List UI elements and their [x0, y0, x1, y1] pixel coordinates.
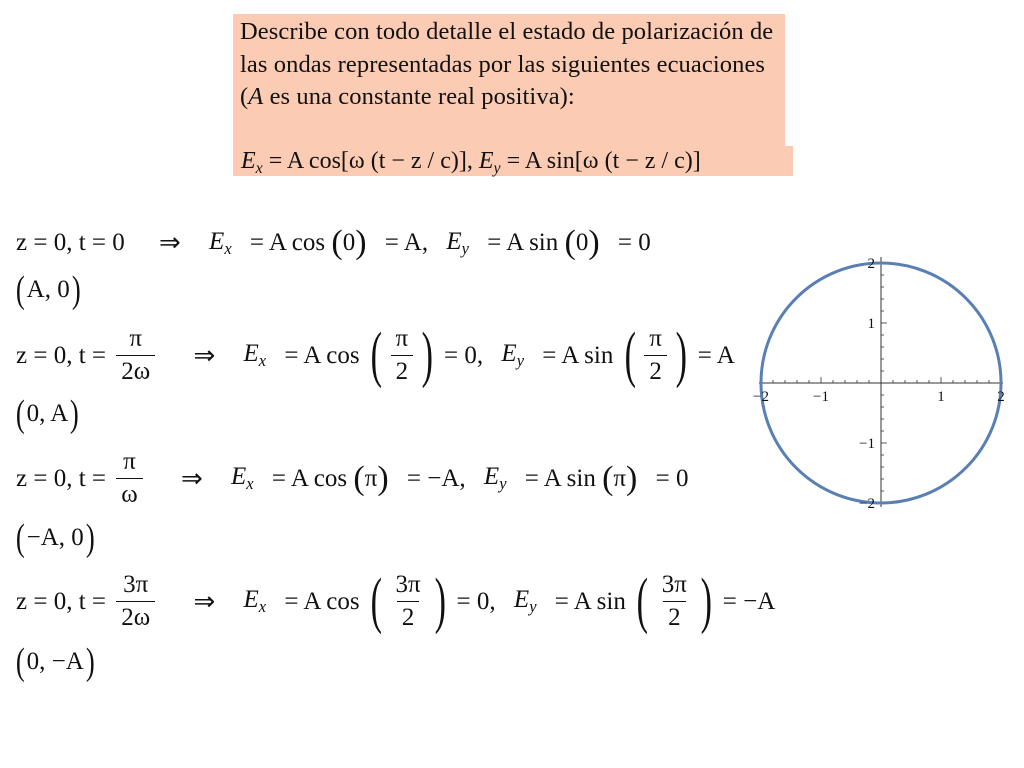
- math-row-3: z = 0, t = $\frac{\pi}{\omega}$ ⇒ $E_x = A$ cos (π) = −A, $E_y = A$ sin (π) = 0: [16, 448, 689, 508]
- row1-ex-arg: 0: [342, 229, 356, 256]
- ey-subscript: y: [516, 350, 525, 370]
- row2-ey-fraction: [644, 325, 667, 386]
- row4-ey-result: = −A: [722, 587, 776, 615]
- row4-ex-num: 3π: [395, 571, 421, 598]
- ey-symbol: E: [501, 340, 517, 368]
- implies-symbol: ⇒: [193, 586, 216, 617]
- ey-subscript: y: [529, 596, 537, 616]
- ex-symbol: E: [241, 148, 256, 174]
- math-row-1: z = 0, t = 0 ⇒ $E_x = A$ cos (0) = A, $E_y = A$ sin (0) = 0: [16, 224, 651, 261]
- statement-part-2: es una constante real positiva):: [263, 83, 575, 110]
- row4-ey-rhs: = A sin: [554, 587, 626, 615]
- statement-part-1: Describe con todo detalle el estado de polarización de las ondas representadas por las siguientes ecuaciones (: [240, 18, 774, 110]
- row1-ey-result: = 0: [617, 229, 651, 256]
- row1-ey-rhs: = A sin: [487, 229, 559, 256]
- row4-ex-den: 2: [397, 601, 420, 632]
- ex-symbol: E: [209, 227, 225, 255]
- y-tick-label: 2: [867, 256, 875, 272]
- ey-subscript: y: [461, 238, 469, 258]
- x-tick-label: 2: [997, 389, 1005, 405]
- math-row-2: z = 0, t = $\frac{\pi}{2\omega}$ ⇒ $E_x = A$ cos ( $\frac{\pi}{2}$ ) = 0, $E_y = A$ sin ( $\frac{\pi}{2}$ ) = A: [16, 321, 735, 389]
- row3-ey-result: = 0: [655, 464, 689, 492]
- row2-ex-fraction: [391, 325, 414, 386]
- x-tick-label: 1: [937, 389, 945, 405]
- ex-equation: = A cos[ω (t − z / c)],: [262, 148, 479, 174]
- row2-ex-num: π: [395, 325, 409, 352]
- math-row-4: z = 0, t = $\frac{3\pi}{2\omega}$ ⇒ $E_x = A$ cos ( $\frac{3\pi}{2}$ ) = 0, $E_y = A$ sin ( $\frac{3\pi}{2}$ ) = −A: [16, 567, 776, 635]
- point-3: (−A, 0): [15, 517, 95, 559]
- row3-ex-result: = −A,: [406, 464, 466, 492]
- ey-symbol: E: [478, 148, 494, 174]
- point-2-value: 0, A: [26, 400, 69, 427]
- row4-ex-rhs: = A cos: [284, 587, 360, 615]
- ex-subscript: x: [258, 596, 267, 616]
- implies-symbol: ⇒: [180, 463, 203, 494]
- row3-t-fraction: [116, 448, 142, 509]
- point-1: (A, 0): [15, 269, 81, 311]
- ey-symbol: E: [513, 586, 530, 614]
- x-tick-label: −2: [753, 389, 769, 405]
- problem-statement-box: [233, 14, 785, 146]
- point-2: (0, A): [15, 393, 80, 435]
- statement-constant-a: A: [248, 83, 264, 110]
- row2-ex-result: = 0,: [444, 341, 484, 369]
- row4-ex-fraction: [391, 571, 426, 632]
- y-tick-label: −1: [859, 436, 875, 452]
- row3-t-num: π: [123, 448, 136, 475]
- polarization-plot-svg: [740, 245, 1020, 525]
- row2-ex-rhs: = A cos: [284, 341, 360, 369]
- row1-ex-result: = A,: [384, 229, 429, 256]
- row2-t-num: π: [129, 325, 143, 352]
- ex-subscript: x: [258, 350, 267, 370]
- row3-ex-rhs: = A cos: [271, 464, 348, 492]
- wave-equations: [241, 146, 701, 184]
- row4-t-num: 3π: [123, 571, 149, 598]
- row2-ex-den: 2: [391, 355, 414, 386]
- problem-statement-text: [240, 16, 780, 114]
- ey-subscript: y: [493, 159, 501, 177]
- x-tick-label: −1: [813, 389, 829, 405]
- row2-ey-den: 2: [644, 355, 667, 386]
- row1-ey-arg: 0: [575, 229, 589, 256]
- row1-ex-rhs: = A cos: [249, 229, 326, 256]
- row3-condition: z = 0, t =: [16, 464, 106, 492]
- ey-subscript: y: [499, 473, 507, 493]
- polarization-plot: [740, 245, 1020, 525]
- row4-condition: z = 0, t =: [16, 587, 106, 615]
- point-4: (0, −A): [15, 641, 95, 683]
- row3-ey-arg: π: [613, 464, 627, 492]
- row3-ey-rhs: = A sin: [524, 464, 596, 492]
- ex-subscript: x: [255, 159, 263, 177]
- y-tick-label: −2: [859, 496, 875, 512]
- point-4-value: 0, −A: [26, 648, 84, 675]
- row3-t-den: ω: [116, 478, 142, 509]
- row4-ey-num: 3π: [661, 571, 687, 598]
- row4-ey-fraction: [657, 571, 692, 632]
- row2-ey-num: π: [649, 325, 662, 352]
- ex-subscript: x: [224, 238, 232, 258]
- wave-equations-bar: [233, 146, 793, 176]
- row3-ex-arg: π: [364, 464, 378, 492]
- implies-symbol: ⇒: [193, 340, 216, 371]
- row4-t-fraction: [116, 571, 155, 632]
- point-1-value: A, 0: [26, 276, 70, 303]
- ex-symbol: E: [231, 463, 247, 491]
- row2-ey-result: = A: [697, 341, 735, 369]
- ey-equation: = A sin[ω (t − z / c)]: [500, 148, 701, 174]
- y-tick-label: 1: [867, 316, 875, 332]
- row2-t-den: 2ω: [116, 355, 155, 386]
- row4-ex-result: = 0,: [456, 587, 496, 615]
- point-3-value: −A, 0: [26, 524, 84, 551]
- row1-condition: z = 0, t = 0: [16, 229, 125, 256]
- ex-subscript: x: [246, 473, 254, 493]
- ex-symbol: E: [243, 586, 259, 614]
- row2-ey-rhs: = A sin: [542, 341, 614, 369]
- ex-symbol: E: [243, 340, 259, 368]
- row4-ey-den: 2: [663, 601, 686, 632]
- ey-symbol: E: [446, 227, 462, 255]
- ey-symbol: E: [483, 463, 500, 491]
- row2-t-fraction: [116, 325, 155, 386]
- row4-t-den: 2ω: [116, 601, 155, 632]
- row2-condition: z = 0, t =: [16, 341, 106, 369]
- implies-symbol: ⇒: [159, 228, 181, 258]
